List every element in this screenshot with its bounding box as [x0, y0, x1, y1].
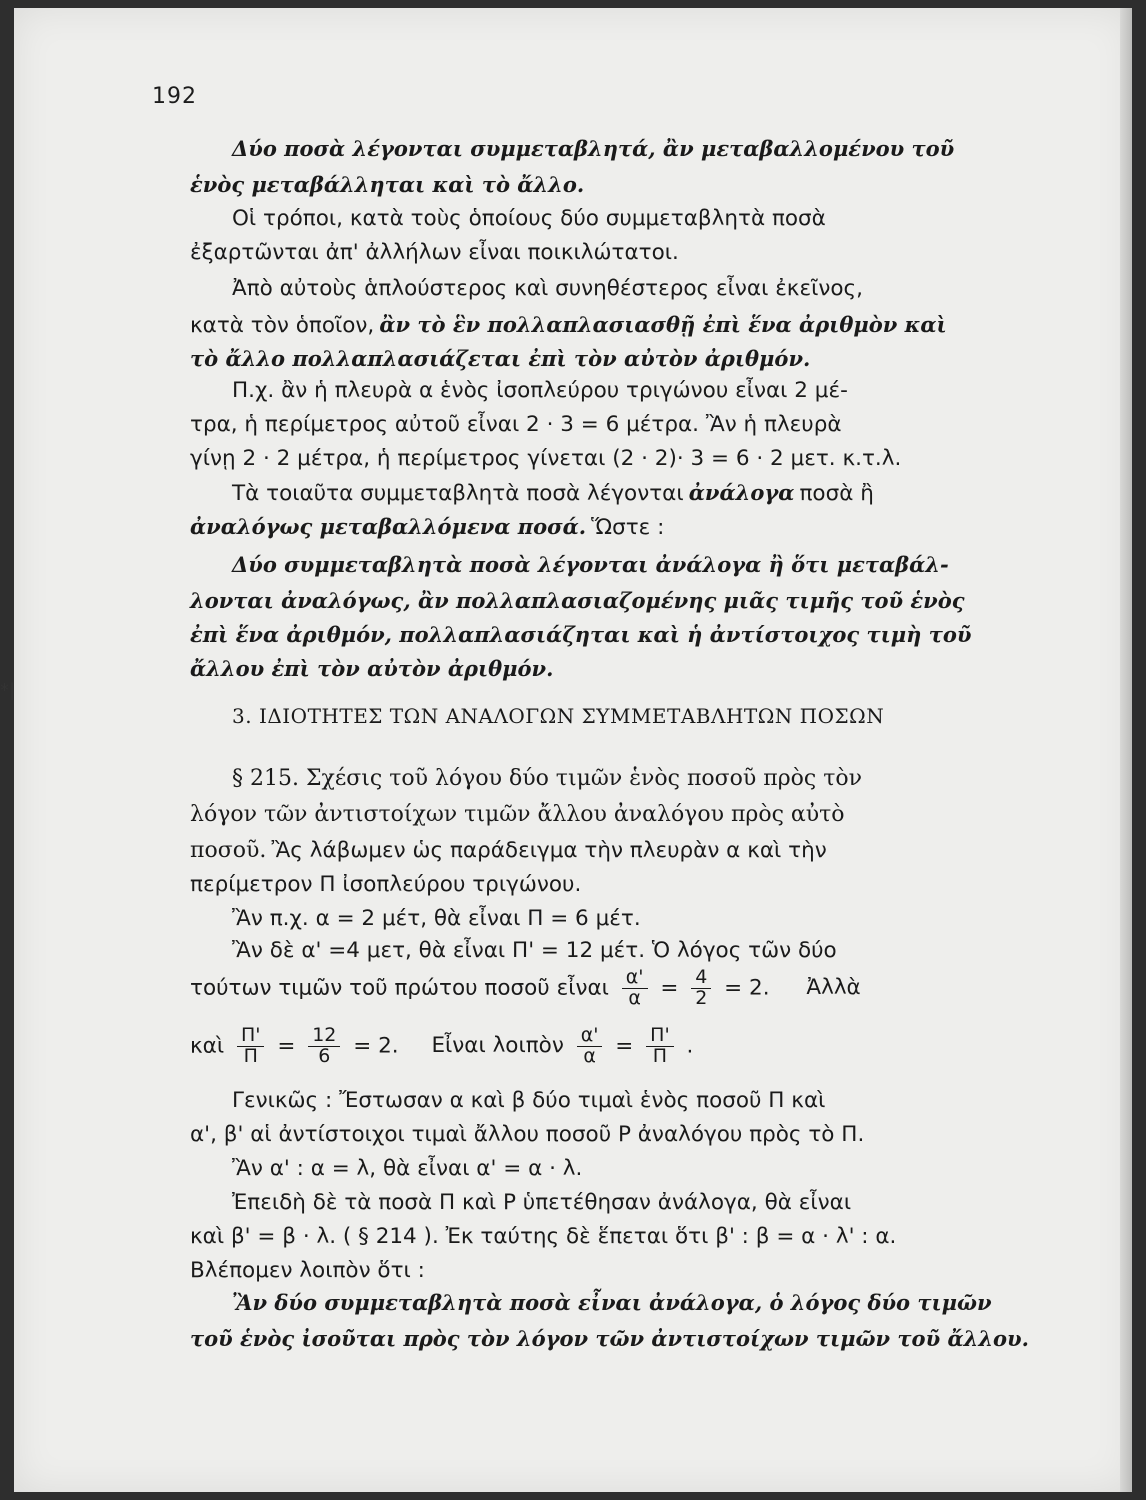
body-line: Ἐπειδὴ δὲ τὰ ποσὰ Π καὶ Ρ ὑπετέθησαν ἀνάλογα, θὰ εἶναι	[232, 1190, 852, 1215]
equation-result: = 2.	[724, 975, 770, 1001]
fraction	[691, 968, 711, 1009]
fraction	[622, 968, 648, 1009]
body-line: Βλέπομεν λοιπὸν ὅτι :	[190, 1258, 425, 1283]
body-line: α', β' αἱ ἀντίστοιχοι τιμαὶ ἄλλου ποσοῦ Ρ ἀναλόγου πρὸς τὸ Π.	[190, 1122, 865, 1147]
body-text: Τὰ τοιαῦτα συμμεταβλητὰ ποσὰ λέγονται	[232, 481, 684, 506]
equation-line	[190, 968, 861, 1009]
emphasis-text: ἀνάλογα	[688, 480, 795, 505]
body-line: περίμετρον Π ἰσοπλεύρου τριγώνου.	[190, 872, 582, 897]
body-line	[190, 838, 827, 863]
fraction-numerator: 4	[691, 968, 711, 989]
body-line	[232, 480, 874, 506]
fraction-denominator: α	[628, 986, 641, 1009]
body-line: Γενικῶς : Ἔστωσαν α καὶ β δύο τιμαὶ ἑνὸς ποσοῦ Π καὶ	[232, 1088, 826, 1113]
subsection-title-line: § 215. Σχέσις τοῦ λόγου δύο τιμῶν ἑνὸς ποσοῦ πρὸς τὸν	[232, 766, 863, 791]
fraction-numerator: Π'	[237, 1026, 265, 1047]
fraction-numerator: Π'	[646, 1026, 674, 1047]
body-text: Ἂς λάβωμεν ὡς παράδειγμα τὴν πλευρὰν α καὶ τὴν	[271, 838, 827, 863]
margin-mark: *|	[0, 680, 16, 701]
end-punctuation: .	[686, 1033, 694, 1059]
section-heading: 3. ΙΔΙΟΤΗΤΕΣ ΤΩΝ ΑΝΑΛΟΓΩΝ ΣΥΜΜΕΤΑΒΛΗΤΩΝ ΠΟΣΩΝ	[232, 704, 885, 728]
body-text: ποσὰ ἢ	[799, 481, 874, 506]
fraction-numerator: α'	[622, 968, 648, 989]
body-text: Εἶναι λοιπὸν	[431, 1033, 564, 1059]
body-line: γίνῃ 2 · 2 μέτρα, ἡ περίμετρος γίνεται (2 · 2)· 3 = 6 · 2 μετ. κ.τ.λ.	[190, 446, 902, 471]
definition-line: Δύο συμμεταβλητὰ ποσὰ λέγονται ἀνάλογα ἢ ὅτι μεταβάλ-	[232, 552, 949, 577]
fraction-denominator: Π	[652, 1044, 668, 1067]
body-line: Π.χ. ἂν ἡ πλευρὰ α ἑνὸς ἰσοπλεύρου τριγώνου εἶναι 2 μέ-	[232, 378, 848, 403]
fraction-numerator: α'	[577, 1026, 603, 1047]
equals-sign: =	[615, 1033, 634, 1059]
subsection-title-line: λόγον τῶν ἀντιστοίχων τιμῶν ἄλλου ἀναλόγου πρὸς αὐτὸ	[190, 802, 845, 827]
definition-line: ἄλλου ἐπὶ τὸν αὐτὸν ἀριθμόν.	[190, 656, 554, 681]
body-line: Οἱ τρόποι, κατὰ τοὺς ὁποίους δύο συμμεταβλητὰ ποσὰ	[232, 206, 826, 231]
fraction	[237, 1026, 265, 1067]
emphasis-line: τὸ ἄλλο πολλαπλασιάζεται ἐπὶ τὸν αὐτὸν ἀριθμόν.	[190, 346, 811, 371]
fraction-denominator: Π	[243, 1044, 258, 1067]
body-line: Ἀπὸ αὐτοὺς ἁπλούστερος καὶ συνηθέστερος εἶναι ἐκεῖνος,	[232, 276, 863, 301]
body-text: τούτων τιμῶν τοῦ πρώτου ποσοῦ εἶναι	[190, 975, 609, 1001]
body-text: καὶ	[190, 1033, 225, 1059]
body-line: καὶ β' = β · λ. ( § 214 ). Ἐκ ταύτης δὲ ἕπεται ὅτι β' : β = α · λ' : α.	[190, 1224, 897, 1249]
page-number: 192	[152, 84, 197, 109]
definition-line: ἑνὸς μεταβάλληται καὶ τὸ ἄλλο.	[190, 172, 585, 197]
body-line: Ἂν δὲ α' =4 μετ, θὰ εἶναι Π' = 12 μέτ. Ὁ λόγος τῶν δύο	[232, 938, 837, 963]
equation-line	[190, 1026, 693, 1067]
fraction-numerator: 12	[308, 1026, 340, 1047]
emphasis-text: ἀναλόγως μεταβαλλόμενα ποσά.	[190, 514, 587, 539]
fraction-denominator: 2	[695, 986, 708, 1009]
conclusion-line: τοῦ ἑνὸς ἰσοῦται πρὸς τὸν λόγον τῶν ἀντιστοίχων τιμῶν τοῦ ἄλλου.	[190, 1326, 1029, 1351]
page-edge-shadow	[1120, 8, 1132, 1492]
body-text: Ὥστε :	[591, 515, 665, 540]
definition-line: λονται ἀναλόγως, ἂν πολλαπλασιαζομένης μιᾶς τιμῆς τοῦ ἑνὸς	[190, 588, 965, 613]
body-text: Ἀλλὰ	[806, 975, 861, 1001]
fraction-denominator: 6	[318, 1044, 331, 1067]
emphasis-text: ἂν τὸ ἓν πολλαπλασιασθῇ ἐπὶ ἕνα ἀριθμὸν καὶ	[379, 312, 947, 337]
body-line	[190, 312, 947, 338]
body-text: κατὰ τὸν ὁποῖον,	[190, 313, 375, 338]
body-line: Ἂν π.χ. α = 2 μέτ, θὰ εἶναι Π = 6 μέτ.	[232, 906, 641, 931]
fraction	[646, 1026, 674, 1067]
fraction	[308, 1026, 340, 1067]
equals-sign: =	[660, 975, 679, 1001]
equals-sign: =	[277, 1033, 296, 1059]
body-line: Ἂν α' : α = λ, θὰ εἶναι α' = α · λ.	[232, 1156, 583, 1181]
fraction	[577, 1026, 603, 1067]
definition-line: ἐπὶ ἕνα ἀριθμόν, πολλαπλασιάζηται καὶ ἡ ἀντίστοιχος τιμὴ τοῦ	[190, 622, 972, 647]
body-line	[190, 514, 664, 540]
body-line: ἐξαρτῶνται ἀπ' ἀλλήλων εἶναι ποικιλώτατοι.	[190, 240, 679, 265]
equation-result: = 2.	[353, 1033, 399, 1059]
definition-line: Δύο ποσὰ λέγονται συμμεταβλητά, ἂν μεταβαλλομένου τοῦ	[232, 136, 955, 161]
fraction-denominator: α	[583, 1044, 596, 1067]
body-line: τρα, ἡ περίμετρος αὐτοῦ εἶναι 2 · 3 = 6 μέτρα. Ἂν ἡ πλευρὰ	[190, 412, 842, 437]
subsection-title-text: ποσοῦ.	[190, 838, 267, 863]
conclusion-line: Ἂν δύο συμμεταβλητὰ ποσὰ εἶναι ἀνάλογα, ὁ λόγος δύο τιμῶν	[232, 1290, 992, 1315]
